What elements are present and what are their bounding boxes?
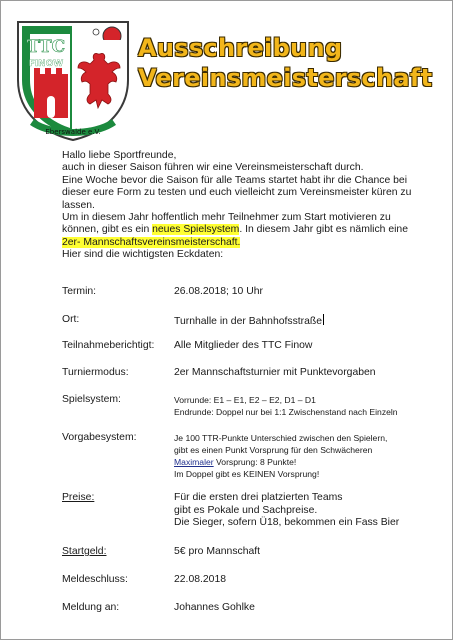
preise-line-3: Die Sieger, sofern Ü18, bekommen ein Fass Bier (174, 517, 400, 528)
title-line-2: Vereinsmeisterschaft (138, 64, 433, 92)
title-line-1: Ausschreibung (138, 34, 343, 62)
preise-line-2: gibt es Pokale und Sachpreise. (174, 504, 318, 516)
value-meldeschluss: 22.08.2018 (174, 574, 227, 585)
greeting: Hallo liebe Sportfreunde, (62, 150, 177, 161)
value-spielsystem (174, 394, 444, 418)
value-ort: Turnhalle in der Bahnhofsstraße (174, 316, 323, 327)
label-turniermodus: Turniermodus: (62, 367, 129, 378)
intro-paragraph-4: Hier sind die wichtigsten Eckdaten: (62, 249, 224, 261)
intro-paragraph-1: auch in dieser Saison führen wir eine Vereinsmeisterschaft durch. (62, 162, 364, 174)
value-turniermodus: 2er Mannschaftsturnier mit Punktevorgaben (174, 367, 376, 378)
label-meldeschluss: Meldeschluss: (62, 574, 128, 585)
maximaler-emphasis: Maximaler (174, 457, 214, 467)
text-caret (323, 314, 324, 325)
label-preise: Preise: (62, 492, 95, 503)
value-termin: 26.08.2018; 10 Uhr (174, 286, 263, 297)
label-teilnahme: Teilnahmeberichtigt: (62, 340, 155, 351)
value-preise (174, 492, 444, 530)
label-spielsystem: Spielsystem: (62, 394, 121, 405)
label-termin: Termin: (62, 286, 97, 297)
vorgabe-line-4: Im Doppel gibt es KEINEN Vorsprung! (174, 469, 320, 479)
intro-text (62, 150, 412, 262)
label-meldung: Meldung an: (62, 602, 120, 613)
svg-text:TTC: TTC (26, 37, 66, 57)
value-vorgabesystem (174, 432, 444, 480)
intro-paragraph-3: Um in diesem Jahr hoffentlich mehr Teilnehmer zum Start motivieren zu können, gibt es ein neues Spielsystem. In diesem Jahr gibt es nämlich eine 2er- Mannschaftsvereinsmeisterschaft. (62, 212, 408, 248)
vorgabe-line-2: gibt es einen Punkt Vorsprung für den Schwächeren (174, 445, 373, 455)
vorgabe-line-1: Je 100 TTR-Punkte Unterschied zwischen den Spielern, (174, 433, 388, 443)
label-ort: Ort: (62, 314, 80, 325)
vorgabe-line-3: Maximaler Vorsprung: 8 Punkte! (174, 457, 297, 467)
intro-paragraph-2: Eine Woche bevor die Saison für alle Teams startet habt ihr die Chance bei dieser eure Form zu testen und euch vielleicht zum Vereinsmeister küren zu lassen. (62, 174, 412, 211)
label-startgeld: Startgeld: (62, 546, 107, 557)
spielsystem-line-2: Endrunde: Doppel nur bei 1:1 Zwischenstand nach Einzeln (174, 407, 398, 417)
highlight-2er-meisterschaft: 2er- Mannschaftsvereinsmeisterschaft. (62, 236, 241, 248)
club-crest-icon (12, 18, 134, 142)
club-logo (12, 18, 134, 142)
svg-text:Eberswalde e.V.: Eberswalde e.V. (45, 128, 101, 136)
spielsystem-line-1: Vorrunde: E1 – E1, E2 – E2, D1 – D1 (174, 395, 316, 405)
value-startgeld: 5€ pro Mannschaft (174, 546, 261, 557)
preise-line-1: Für die ersten drei platzierten Teams (174, 492, 343, 503)
svg-text:FINOW: FINOW (28, 59, 64, 69)
label-vorgabesystem: Vorgabesystem: (62, 432, 137, 443)
highlight-neues-spielsystem: neues Spielsystem (152, 224, 240, 236)
value-meldung: Johannes Gohlke (174, 602, 255, 613)
value-teilnahme: Alle Mitglieder des TTC Finow (174, 340, 313, 351)
